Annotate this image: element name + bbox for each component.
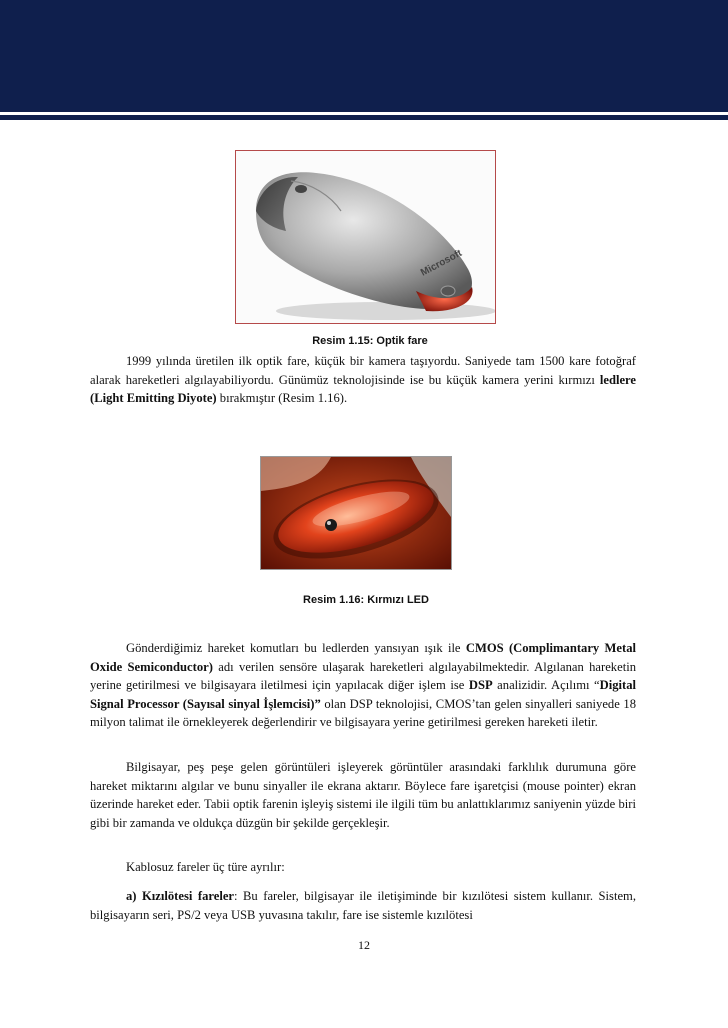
paragraph-5: a) Kızılötesi fareler: Bu fareler, bilgisayar ile iletişiminde bir kızılötesi sistem kullanır. Sistem, bilgisayarın seri, PS/2 veya USB yuvasına takılır, fare ise sistemle kızılötesi [90,889,636,922]
figure-caption-1: Resim 1.15: Optik fare [312,335,428,347]
figure-caption-2: Resim 1.16: Kırmızı LED [303,594,429,606]
red-led-image [260,456,452,570]
paragraph-4: Kablosuz fareler üç türe ayrılır: [126,860,285,874]
paragraph-1: 1999 yılında üretilen ilk optik fare, küçük bir kamera taşıyordu. Saniyede tam 1500 kare fotoğraf alarak hareketleri algılayabiliyordu. Günümüz teknolojisinde ise bu küçük kamera yerini kırmızı ledlere (Light Emitting Diyote) bırakmıştır (Resim 1.16). [90,354,636,406]
paragraph-3: Bilgisayar, peş peşe gelen görüntüleri işleyerek görüntüler arasındaki farklılık durumuna göre hareket miktarını algılar ve bunu sinyaller ile ekrana aktarır. Böylece fare işaretçisi (mouse pointer) ekran üzerinde hareket eder. Tabii optik farenin işleyiş sistemi ile ilgili tüm bu anlattıklarımız saniyenin yüzde biri gibi bir zamanda ve oldukça düzgün bir şekilde gerçekleşir. [90,760,636,830]
header-banner [0,0,728,112]
paragraph-2: Gönderdiğimiz hareket komutları bu ledlerden yansıyan ışık ile CMOS (Complimantary Metal Oxide Semiconductor) adı verilen sensöre ulaşarak hareketleri algılayabilmektedir. Algılanan hareketin yerine getirilmesi ve bilgisayara iletilmesi için yapılacak diğer işlem ise DSP analizidir. Açılımı “Digital Signal Processor (Sayısal sinyal İşlemcisi)” olan DSP teknolojisi, CMOS’tan gelen sinyalleri saniyede 18 milyon talimat ile örnekleyerek değerlendirir ve bilgisayara yerine getirilmesi gereken hareketi iletir. [90,641,637,730]
brand-logo: Microsoft [419,247,464,279]
optical-mouse-image [235,150,496,324]
header-stripe [0,115,728,120]
page-number: 12 [358,938,370,952]
